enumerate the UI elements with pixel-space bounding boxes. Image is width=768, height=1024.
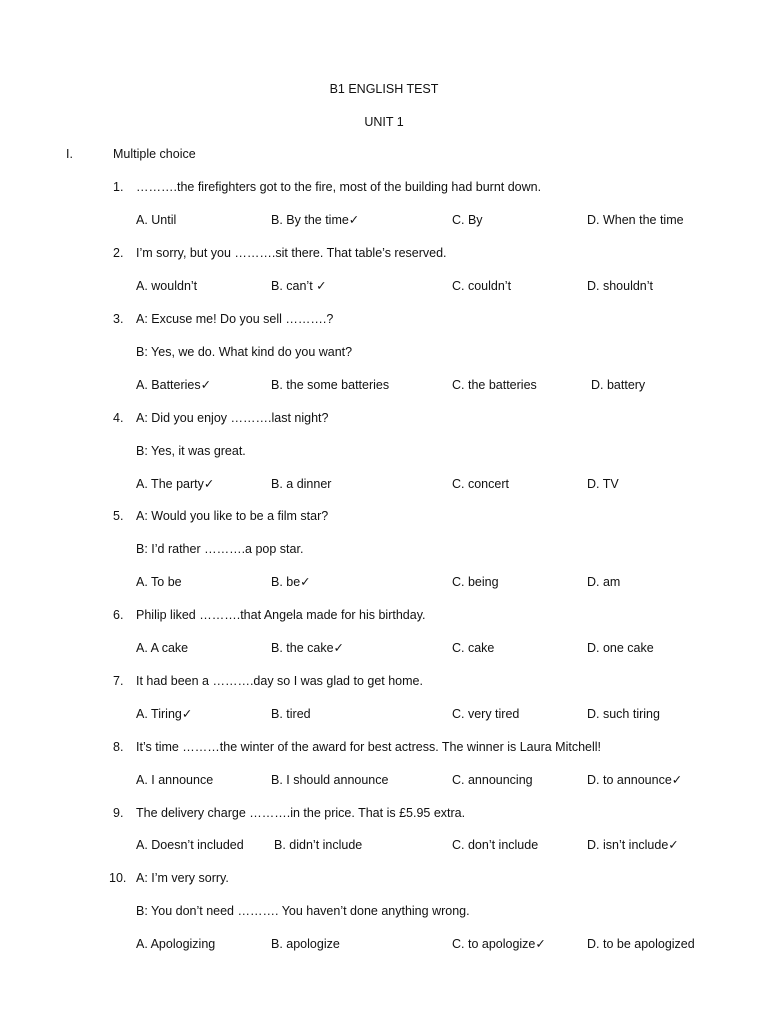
option-a: A. To be	[136, 575, 182, 589]
question-number: 7.	[113, 674, 124, 688]
question-text: A: Did you enjoy ……….last night?	[136, 411, 329, 425]
option-a: A. Until	[136, 213, 177, 227]
question-number: 4.	[113, 411, 124, 425]
option-b: B. the cake✓	[271, 641, 345, 655]
question-text-line2: B: Yes, it was great.	[136, 444, 246, 458]
section-number: I.	[66, 147, 73, 161]
option-c: C. to apologize✓	[452, 937, 546, 951]
option-b: B. tired	[271, 707, 311, 721]
option-d: D. one cake	[587, 641, 654, 655]
option-b: B. can’t ✓	[271, 279, 327, 293]
question-number: 9.	[113, 806, 124, 820]
question-text: A: Would you like to be a film star?	[136, 509, 329, 523]
question-number: 5.	[113, 509, 124, 523]
option-a: A. Doesn’t included	[136, 838, 244, 852]
option-d: D. When the time	[587, 213, 684, 227]
option-a: A. The party✓	[136, 477, 215, 491]
question-text-line2: B: You don’t need ………. You haven’t done anything wrong.	[136, 904, 470, 918]
option-c: C. cake	[452, 641, 495, 655]
option-c: C. don’t include	[452, 838, 539, 852]
option-d: D. am	[587, 575, 621, 589]
option-b: B. be✓	[271, 575, 311, 589]
question-text: A: Excuse me! Do you sell ……….?	[136, 312, 334, 326]
question-text: It had been a ……….day so I was glad to get home.	[136, 674, 423, 688]
option-a: A. Batteries✓	[136, 378, 212, 392]
question-number: 2.	[113, 246, 124, 260]
option-c: C. couldn’t	[452, 279, 512, 293]
question-number: 8.	[113, 740, 124, 754]
option-b: B. I should announce	[271, 773, 389, 787]
option-a: A. wouldn’t	[136, 279, 198, 293]
question-number: 1.	[113, 180, 124, 194]
option-c: C. being	[452, 575, 499, 589]
option-a: A. Apologizing	[136, 937, 216, 951]
option-d: D. to announce✓	[587, 773, 683, 787]
option-d: D. such tiring	[587, 707, 660, 721]
option-b: B. a dinner	[271, 477, 332, 491]
option-b: B. the some batteries	[271, 378, 390, 392]
question-number: 6.	[113, 608, 124, 622]
option-c: C. concert	[452, 477, 509, 491]
option-d: D. TV	[587, 477, 619, 491]
option-b: B. didn’t include	[274, 838, 363, 852]
option-b: B. apologize	[271, 937, 340, 951]
question-text: I’m sorry, but you ……….sit there. That table’s reserved.	[136, 246, 447, 260]
section-label: Multiple choice	[113, 147, 196, 161]
option-d: D. to be apologized	[587, 937, 695, 951]
option-d: D. isn’t include✓	[587, 838, 679, 852]
option-c: C. very tired	[452, 707, 520, 721]
question-text-line2: B: I’d rather ……….a pop star.	[136, 542, 304, 556]
question-number: 10.	[109, 871, 127, 885]
test-title: B1 ENGLISH TEST	[329, 82, 439, 96]
option-b: B. By the time✓	[271, 213, 360, 227]
option-a: A. A cake	[136, 641, 189, 655]
question-text: The delivery charge ……….in the price. That is £5.95 extra.	[136, 806, 466, 820]
question-text: Philip liked ……….that Angela made for his birthday.	[136, 608, 426, 622]
question-text: It’s time ………the winter of the award for best actress. The winner is Laura Mitchell!	[136, 740, 602, 754]
question-text: ……….the firefighters got to the fire, most of the building had burnt down.	[136, 180, 542, 194]
question-text-line2: B: Yes, we do. What kind do you want?	[136, 345, 353, 359]
unit-heading: UNIT 1	[364, 115, 404, 129]
option-a: A. I announce	[136, 773, 214, 787]
option-d: D. battery	[591, 378, 646, 392]
option-d: D. shouldn’t	[587, 279, 654, 293]
option-a: A. Tiring✓	[136, 707, 193, 721]
option-c: C. By	[452, 213, 483, 227]
option-c: C. announcing	[452, 773, 533, 787]
option-c: C. the batteries	[452, 378, 537, 392]
question-text: A: I’m very sorry.	[136, 871, 229, 885]
question-number: 3.	[113, 312, 124, 326]
